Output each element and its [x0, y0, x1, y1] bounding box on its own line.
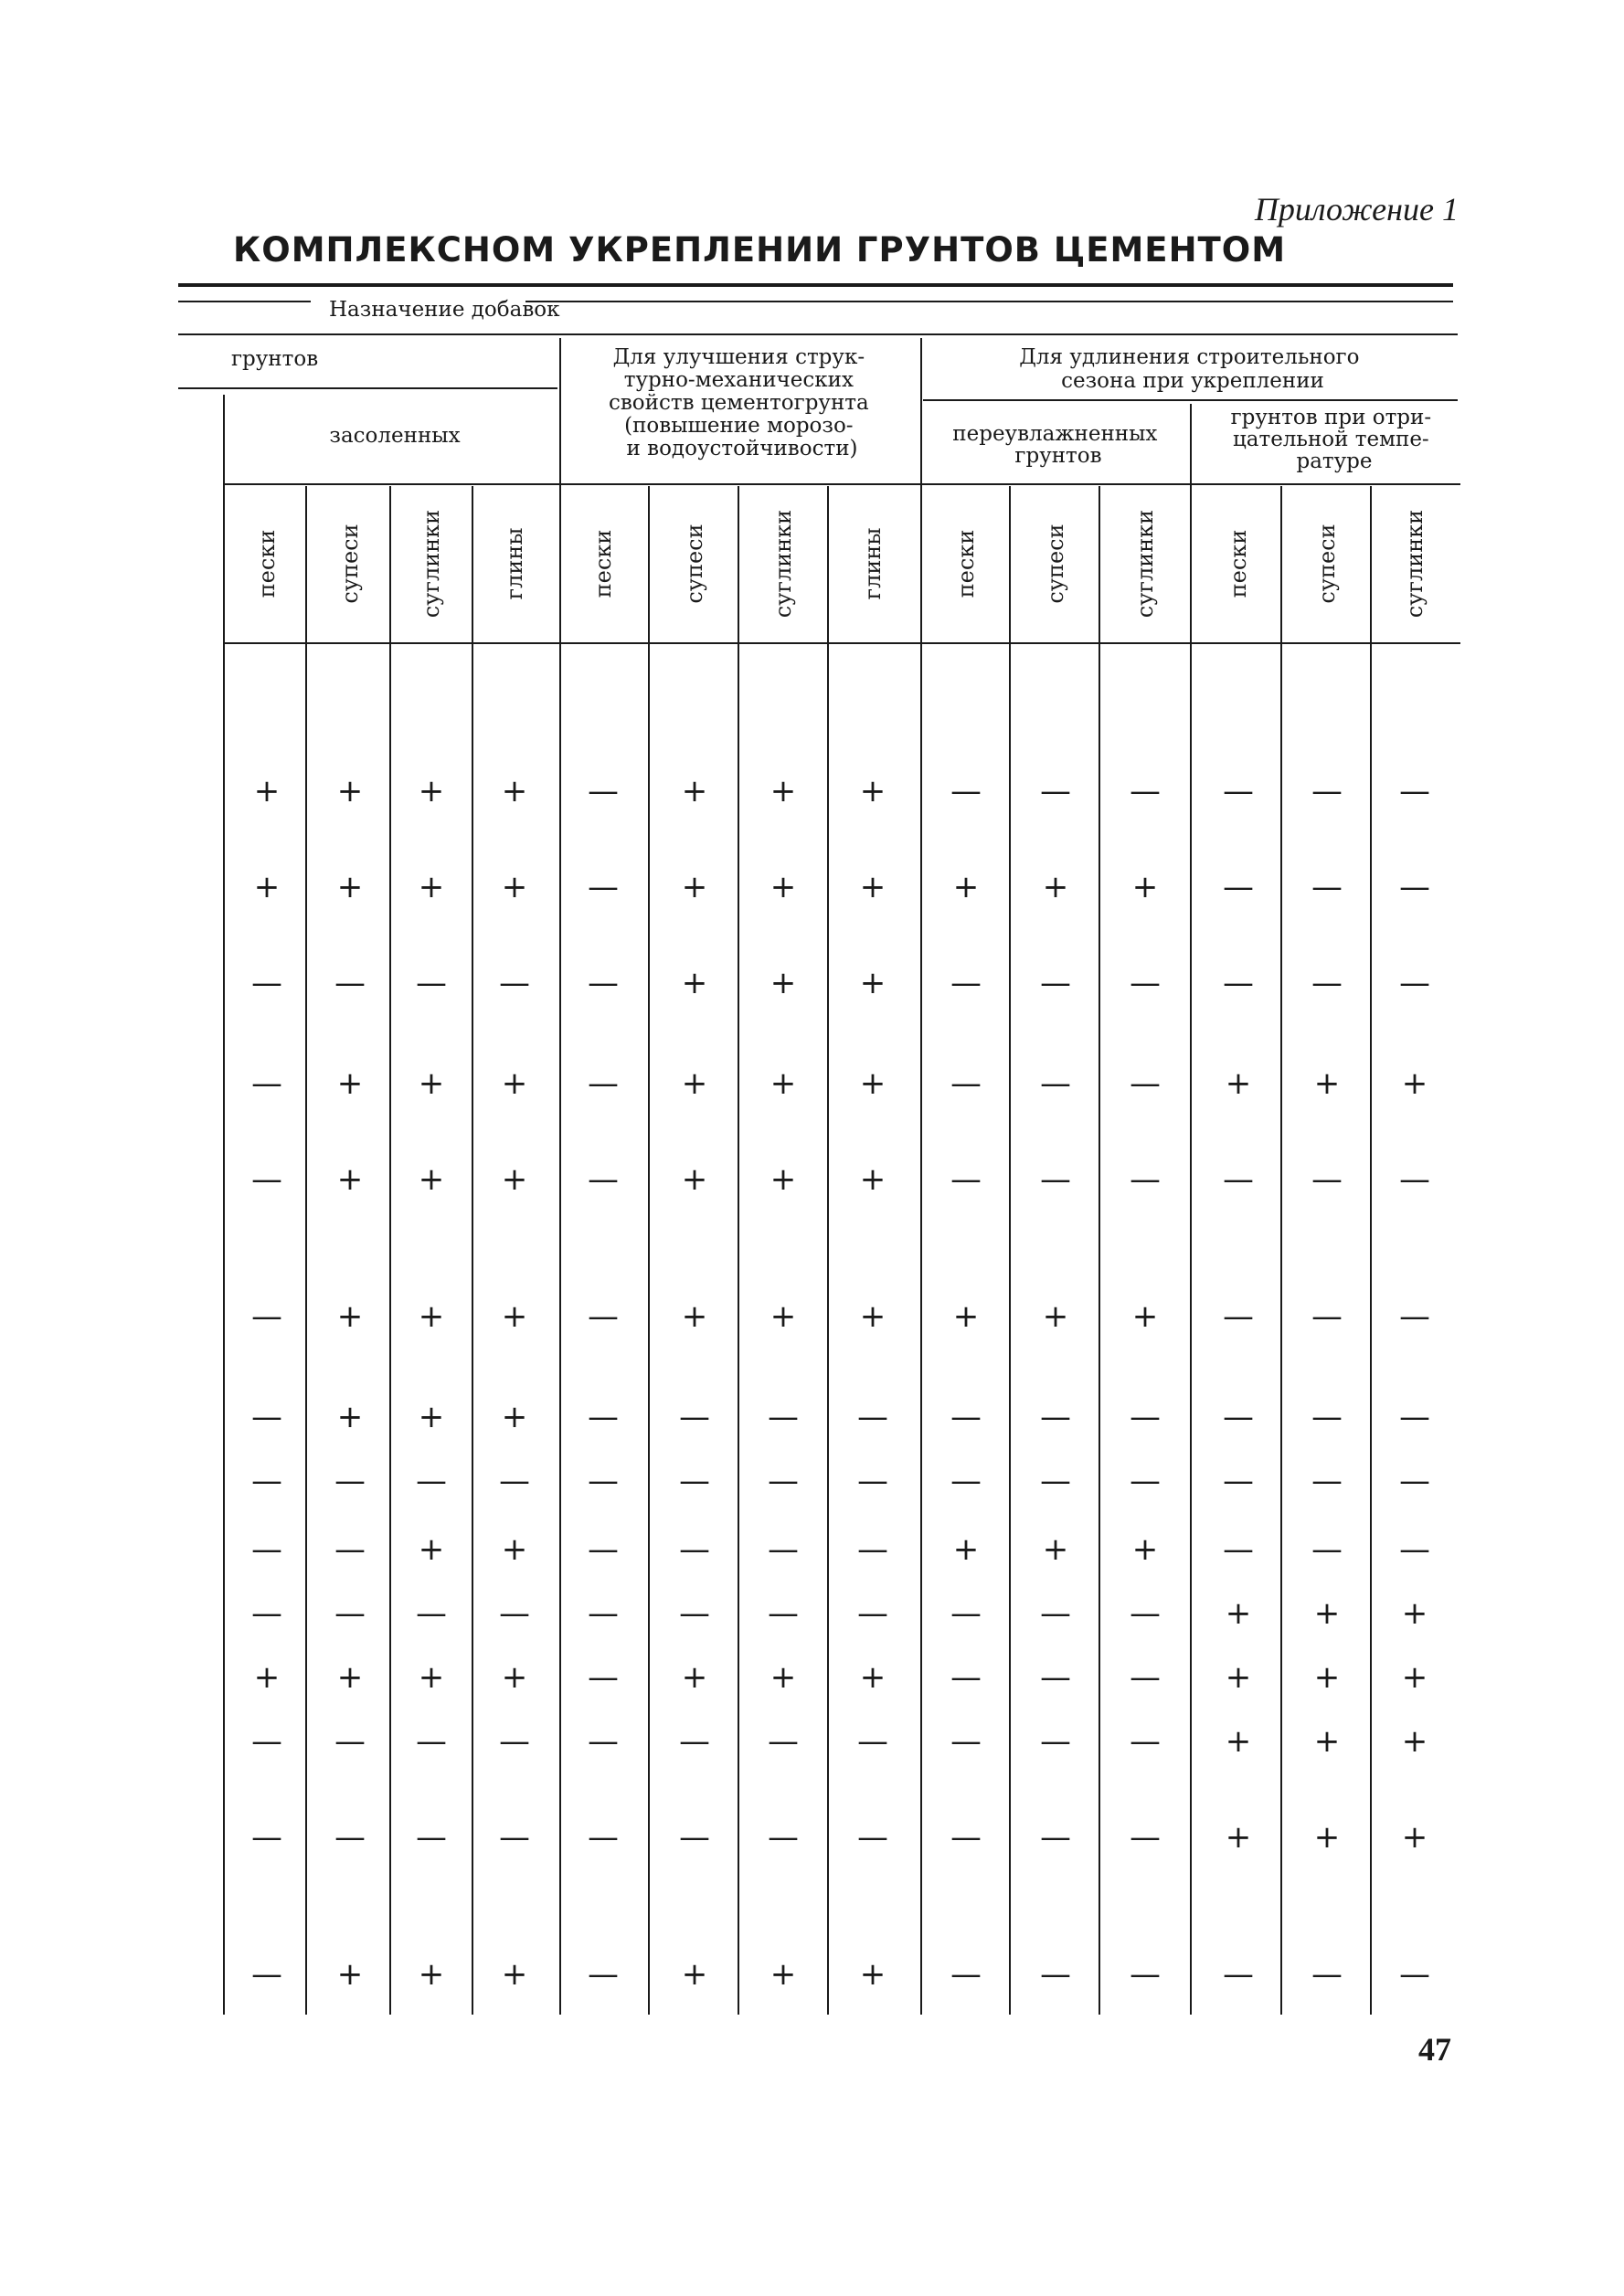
table-cell: —: [1311, 965, 1343, 1001]
table-cell: +: [1225, 1065, 1252, 1102]
table-cell: —: [1130, 1723, 1161, 1760]
table-cell: —: [679, 1399, 710, 1435]
table-cell: —: [588, 869, 619, 905]
table-cell: +: [1313, 1595, 1341, 1632]
table-cell: —: [1399, 965, 1430, 1001]
table-cell: —: [1130, 1595, 1161, 1632]
table-cell: —: [1311, 773, 1343, 809]
table-cell: +: [253, 773, 281, 809]
table-cell: +: [859, 1298, 886, 1335]
table-cell: —: [334, 1819, 366, 1856]
table-cell: +: [1131, 1531, 1159, 1568]
table-cell: —: [950, 1595, 982, 1632]
table-cell: +: [952, 1531, 980, 1568]
table-cell: +: [1401, 1819, 1428, 1856]
page-number: 47: [1418, 2031, 1451, 2068]
table-cell: —: [416, 965, 447, 1001]
table-cell: +: [501, 1531, 528, 1568]
improve-header-line-1: Для улучшения струк-: [612, 345, 865, 369]
table-cell: —: [588, 1065, 619, 1102]
table-cell: +: [1225, 1819, 1252, 1856]
table-cell: —: [1399, 1531, 1430, 1568]
table-cell: —: [950, 1065, 982, 1102]
improve-header-line-2: турно-механических: [623, 368, 854, 392]
improve-header-line-4: (повышение морозо-: [624, 414, 854, 438]
table-cell: +: [501, 1161, 528, 1198]
table-cell: +: [770, 1065, 797, 1102]
table-cell: +: [1042, 1531, 1069, 1568]
table-cell: —: [499, 1463, 530, 1499]
table-cell: —: [588, 1161, 619, 1198]
table-cell: —: [1130, 1463, 1161, 1499]
table-cell: —: [679, 1463, 710, 1499]
table-cell: —: [1399, 869, 1430, 905]
column-header: глины: [502, 527, 527, 600]
table-cell: —: [1040, 1595, 1071, 1632]
table-cell: —: [416, 1819, 447, 1856]
table-cell: +: [418, 1956, 445, 1993]
table-cell: +: [1313, 1819, 1341, 1856]
table-cell: —: [768, 1819, 799, 1856]
table-cell: —: [588, 1659, 619, 1696]
table-cell: +: [1131, 869, 1159, 905]
table-cell: +: [859, 773, 886, 809]
table-cell: +: [859, 869, 886, 905]
table-cell: —: [1399, 773, 1430, 809]
table-cell: —: [950, 1463, 982, 1499]
table-cell: —: [1399, 1399, 1430, 1435]
table-cell: —: [251, 1956, 282, 1993]
table-cell: +: [859, 965, 886, 1001]
table-cell: —: [1311, 1161, 1343, 1198]
table-cell: —: [1311, 869, 1343, 905]
table-cell: —: [251, 1298, 282, 1335]
soils-header: грунтов: [231, 347, 319, 371]
negative-header-line-2: цательной темпе-: [1232, 428, 1429, 451]
table-cell: —: [1223, 1399, 1254, 1435]
table-cell: —: [251, 1819, 282, 1856]
table-cell: +: [1225, 1595, 1252, 1632]
saline-header: засоленных: [329, 424, 461, 448]
table-cell: —: [499, 1723, 530, 1760]
table-cell: —: [334, 1463, 366, 1499]
table-cell: —: [950, 1161, 982, 1198]
table-cell: —: [1130, 1065, 1161, 1102]
table-cell: —: [1130, 1161, 1161, 1198]
appendix-label: Приложение 1: [1254, 191, 1459, 227]
table-cell: +: [501, 869, 528, 905]
table-cell: —: [1130, 1819, 1161, 1856]
table-cell: —: [251, 1161, 282, 1198]
table-cell: —: [1223, 869, 1254, 905]
table-cell: +: [1131, 1298, 1159, 1335]
page-title: КОМПЛЕКСНОМ УКРЕПЛЕНИИ ГРУНТОВ ЦЕМЕНТОМ: [233, 230, 1287, 270]
table-cell: +: [681, 1298, 708, 1335]
column-header: суглинки: [770, 509, 796, 619]
table-cell: —: [1040, 1723, 1071, 1760]
improve-header-line-5: и водоустойчивости): [626, 437, 858, 460]
table-cell: +: [501, 1399, 528, 1435]
column-header: пески: [953, 529, 979, 598]
table-cell: +: [681, 1659, 708, 1696]
table-cell: —: [1311, 1298, 1343, 1335]
table-cell: —: [1040, 1161, 1071, 1198]
wet-header-line-2: грунтов: [1014, 444, 1102, 468]
column-header: пески: [590, 529, 616, 598]
table-cell: —: [251, 1399, 282, 1435]
table-cell: —: [1223, 1531, 1254, 1568]
table-cell: —: [950, 773, 982, 809]
table-cell: —: [1223, 773, 1254, 809]
table-cell: +: [1401, 1595, 1428, 1632]
table-cell: —: [499, 965, 530, 1001]
table-cell: +: [336, 1065, 364, 1102]
table-cell: —: [1223, 1956, 1254, 1993]
table-cell: —: [1130, 1399, 1161, 1435]
table-cell: +: [336, 1161, 364, 1198]
table-cell: +: [952, 869, 980, 905]
table-cell: —: [1040, 1956, 1071, 1993]
table-cell: —: [1399, 1463, 1430, 1499]
table-cell: +: [770, 1659, 797, 1696]
table-cell: —: [251, 1595, 282, 1632]
table-cell: —: [251, 1463, 282, 1499]
table-cell: +: [336, 1659, 364, 1696]
table-cell: —: [1223, 1161, 1254, 1198]
table-cell: +: [253, 869, 281, 905]
table-cell: +: [336, 1399, 364, 1435]
table-cell: —: [857, 1463, 888, 1499]
table-cell: —: [588, 773, 619, 809]
table-cell: —: [416, 1595, 447, 1632]
table-cell: —: [1130, 965, 1161, 1001]
negative-header-line-1: грунтов при отри-: [1230, 406, 1432, 429]
table-cell: +: [770, 965, 797, 1001]
table-cell: +: [418, 1065, 445, 1102]
table-cell: —: [950, 1723, 982, 1760]
table-cell: —: [1040, 1659, 1071, 1696]
column-header: суглинки: [1402, 509, 1428, 619]
column-header: супеси: [1314, 524, 1340, 604]
extend-header-line-2: сезона при укреплении: [1061, 369, 1324, 393]
table-cell: +: [859, 1065, 886, 1102]
column-header: супеси: [682, 524, 707, 604]
table-cell: +: [770, 869, 797, 905]
table-cell: +: [418, 1531, 445, 1568]
table-cell: +: [501, 1659, 528, 1696]
table-cell: —: [334, 965, 366, 1001]
table-cell: —: [679, 1819, 710, 1856]
table-cell: +: [681, 1161, 708, 1198]
table-cell: +: [681, 869, 708, 905]
wet-header-line-1: переувлажненных: [952, 422, 1158, 446]
table-cell: +: [501, 1956, 528, 1993]
column-header: суглинки: [419, 509, 444, 619]
table-cell: —: [588, 1956, 619, 1993]
table-cell: +: [770, 1956, 797, 1993]
table-cell: —: [768, 1723, 799, 1760]
table-cell: —: [588, 1595, 619, 1632]
table-cell: —: [416, 1723, 447, 1760]
table-cell: —: [416, 1463, 447, 1499]
table-cell: —: [251, 1723, 282, 1760]
table-cell: —: [251, 1065, 282, 1102]
table-cell: —: [1399, 1956, 1430, 1993]
negative-header-line-3: ратуре: [1296, 450, 1373, 473]
table-cell: —: [679, 1531, 710, 1568]
table-cell: —: [334, 1531, 366, 1568]
table-cell: +: [418, 869, 445, 905]
column-header: пески: [1226, 529, 1251, 598]
table-cell: +: [418, 773, 445, 809]
table-cell: —: [768, 1595, 799, 1632]
table-cell: —: [1311, 1956, 1343, 1993]
table-cell: +: [418, 1298, 445, 1335]
table-cell: —: [950, 1956, 982, 1993]
table-cell: —: [588, 1399, 619, 1435]
table-cell: —: [857, 1819, 888, 1856]
table-cell: +: [1401, 1065, 1428, 1102]
improve-header-line-3: свойств цементогрунта: [608, 391, 869, 415]
table-cell: —: [768, 1463, 799, 1499]
column-header: суглинки: [1132, 509, 1158, 619]
table-cell: —: [499, 1819, 530, 1856]
table-cell: +: [952, 1298, 980, 1335]
table-cell: +: [681, 1956, 708, 1993]
table-cell: +: [1225, 1723, 1252, 1760]
table-cell: —: [588, 1463, 619, 1499]
table-cell: —: [334, 1723, 366, 1760]
table-cell: +: [681, 773, 708, 809]
table-cell: +: [501, 1065, 528, 1102]
table-cell: +: [336, 773, 364, 809]
table-cell: +: [336, 1298, 364, 1335]
table-cell: —: [1223, 1463, 1254, 1499]
table-cell: —: [950, 1399, 982, 1435]
table-cell: —: [1130, 773, 1161, 809]
table-cell: —: [768, 1531, 799, 1568]
table-cell: +: [1313, 1659, 1341, 1696]
table-cell: +: [418, 1659, 445, 1696]
table-cell: +: [681, 965, 708, 1001]
table-cell: +: [501, 773, 528, 809]
table-cell: —: [588, 1531, 619, 1568]
table-cell: —: [1040, 1463, 1071, 1499]
table-cell: +: [336, 1956, 364, 1993]
table-cell: +: [1401, 1723, 1428, 1760]
table-cell: —: [1311, 1463, 1343, 1499]
table-cell: +: [770, 1161, 797, 1198]
table-cell: —: [857, 1531, 888, 1568]
table-cell: —: [950, 1659, 982, 1696]
column-headers: [254, 510, 1428, 618]
table-cells: [251, 773, 1430, 1993]
table-cell: —: [950, 965, 982, 1001]
table-cell: +: [253, 1659, 281, 1696]
extend-header: [1019, 345, 1366, 393]
improve-header: [609, 345, 876, 460]
table-cell: —: [1040, 1819, 1071, 1856]
table-cell: —: [1223, 1298, 1254, 1335]
table-cell: —: [1399, 1298, 1430, 1335]
table-cell: +: [859, 1956, 886, 1993]
table-cell: +: [1313, 1065, 1341, 1102]
table-cell: +: [501, 1298, 528, 1335]
table-cell: +: [1042, 1298, 1069, 1335]
table-cell: —: [334, 1595, 366, 1632]
table-cell: +: [681, 1065, 708, 1102]
table-cell: —: [1311, 1531, 1343, 1568]
column-header: глины: [860, 527, 886, 600]
table-cell: +: [1225, 1659, 1252, 1696]
table-cell: —: [1399, 1161, 1430, 1198]
table-cell: +: [770, 773, 797, 809]
table-cell: —: [1040, 1065, 1071, 1102]
purpose-header: Назначение добавок: [329, 298, 560, 322]
column-lines: [306, 486, 1371, 2015]
table-cell: —: [1040, 965, 1071, 1001]
table-cell: —: [588, 1723, 619, 1760]
table-cell: —: [588, 1298, 619, 1335]
column-header: пески: [254, 529, 280, 598]
table-cell: —: [679, 1595, 710, 1632]
column-header: супеси: [1043, 524, 1068, 604]
table-cell: +: [418, 1161, 445, 1198]
table-cell: —: [857, 1595, 888, 1632]
table-cell: —: [588, 1819, 619, 1856]
table-cell: +: [1042, 869, 1069, 905]
table-cell: —: [251, 965, 282, 1001]
table-cell: +: [859, 1659, 886, 1696]
extend-header-line-1: Для удлинения строительного: [1019, 345, 1360, 369]
table-cell: +: [859, 1161, 886, 1198]
wet-header: [952, 422, 1163, 468]
table-cell: —: [251, 1531, 282, 1568]
table-cell: —: [768, 1399, 799, 1435]
table-cell: —: [679, 1723, 710, 1760]
table-cell: —: [1130, 1659, 1161, 1696]
table-cell: —: [1040, 1399, 1071, 1435]
table-cell: —: [1040, 773, 1071, 809]
table-cell: —: [588, 965, 619, 1001]
table-cell: —: [1311, 1399, 1343, 1435]
table-cell: —: [499, 1595, 530, 1632]
column-header: супеси: [337, 524, 363, 604]
table-cell: —: [857, 1723, 888, 1760]
table-cell: +: [336, 869, 364, 905]
table-cell: +: [418, 1399, 445, 1435]
table-cell: —: [857, 1399, 888, 1435]
table-cell: +: [770, 1298, 797, 1335]
table-cell: +: [1313, 1723, 1341, 1760]
table-cell: —: [950, 1819, 982, 1856]
table-cell: —: [1223, 965, 1254, 1001]
table-cell: —: [1130, 1956, 1161, 1993]
negative-header: [1231, 406, 1438, 473]
table-cell: +: [1401, 1659, 1428, 1696]
